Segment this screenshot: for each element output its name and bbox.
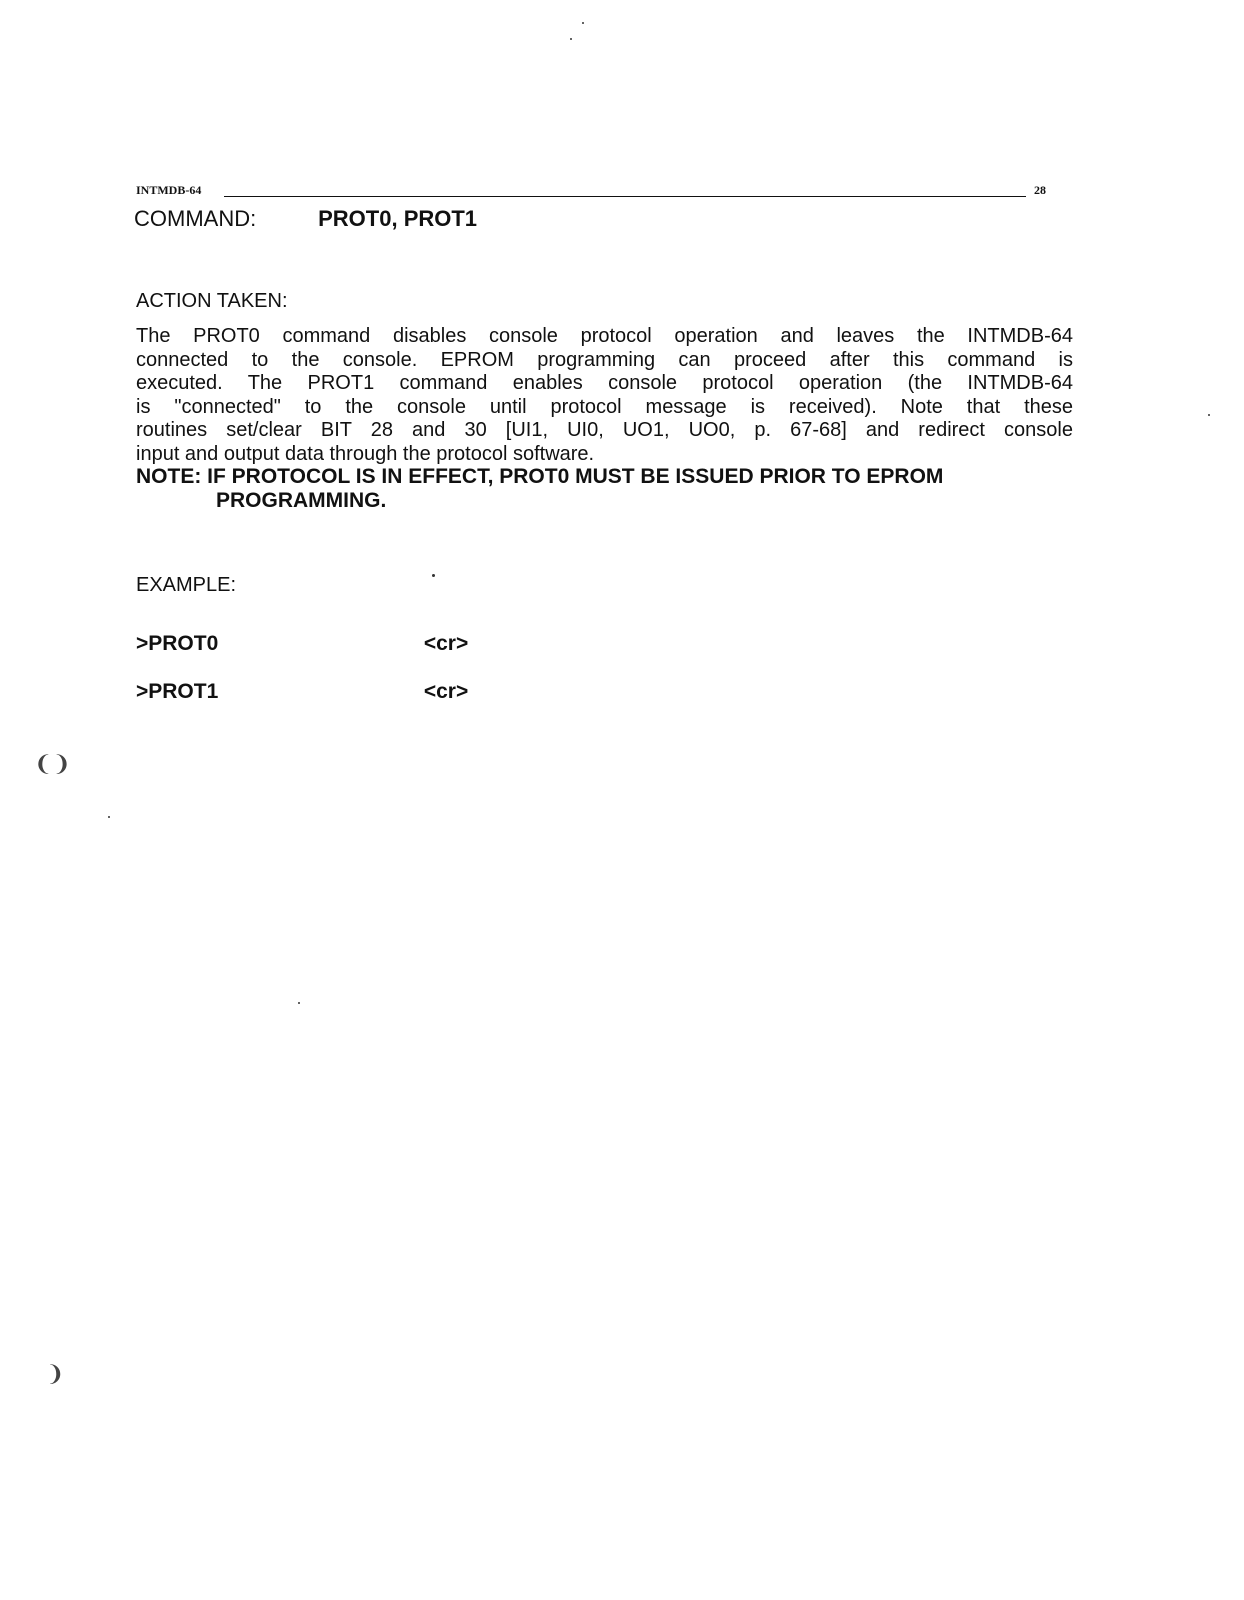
action-note [136,465,1073,513]
note-line-1: NOTE: IF PROTOCOL IS IN EFFECT, PROT0 MUST BE ISSUED PRIOR TO EPROM [136,465,944,488]
scan-speck [582,22,584,24]
description-line: input and output data through the protocol software. [136,442,595,465]
example-command: >PROT0 [136,632,219,655]
running-header [136,181,1046,203]
scan-mark: ❨❩ [34,752,71,777]
action-description [136,325,1073,466]
command-label: COMMAND: [134,206,257,231]
note-line-2: PROGRAMMING. [216,489,387,512]
command-value: PROT0, PROT1 [318,206,478,231]
example-key: <cr> [423,680,469,703]
description-line: executed. The PROT1 command enables console protocol operation (the INTMDB-64 [136,372,1073,394]
scan-speck [570,38,572,40]
header-doc-id: INTMDB-64 [136,183,202,197]
page-number: 28 [1034,183,1046,197]
scan-mark: ❩ [46,1362,65,1387]
scan-speck [108,816,110,818]
scan-speck [432,574,435,577]
scan-speck [298,1002,300,1004]
scan-speck [1208,414,1210,416]
description-line: The PROT0 command disables console protocol operation and leaves the INTMDB-64 [136,325,1073,347]
example-title: EXAMPLE: [136,574,237,596]
example-row [136,680,468,704]
description-line: is "connected" to the console until protocol message is received). Note that these [136,395,1073,418]
action-taken-title: ACTION TAKEN: [136,290,288,312]
example-command: >PROT1 [136,680,219,703]
command-heading [134,206,477,232]
example-key: <cr> [423,632,469,655]
header-rule [224,196,1026,197]
description-line: routines set/clear BIT 28 and 30 [UI1, UI0, UO1, UO0, p. 67-68] and redirect console [136,419,1073,441]
description-line: connected to the console. EPROM programming can proceed after this command is [136,348,1073,371]
example-row [136,632,468,656]
